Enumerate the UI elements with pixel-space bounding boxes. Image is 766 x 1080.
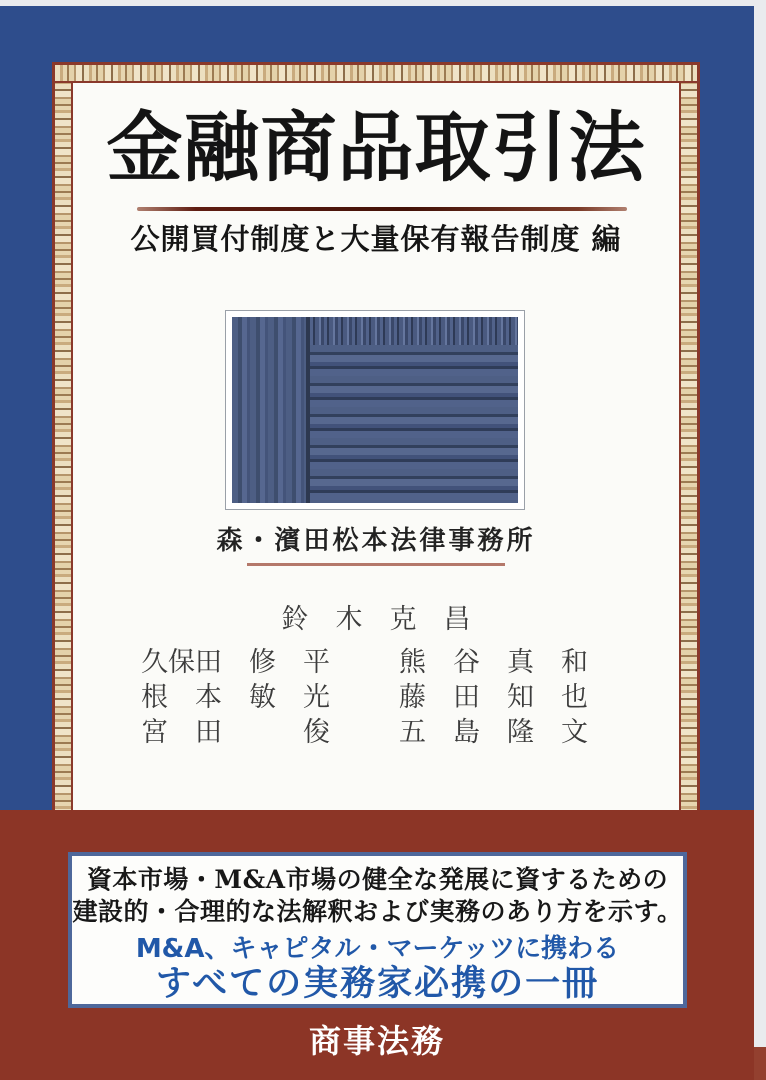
cover-background-red-band [0,810,754,1080]
tagline-line4: すべての実務家必携の一冊 [155,964,600,1004]
author-name: 熊 谷 真 和 [399,647,588,678]
author-column-left [141,645,330,750]
publisher-name: 商事法務 [308,1022,445,1060]
cover-artwork [225,310,525,510]
artwork-vertical-stripes [232,317,310,503]
title-divider-rule [137,207,627,211]
decorative-frame-left [55,83,73,814]
decorative-frame-right [679,83,697,814]
author-name: 五 島 隆 文 [399,717,588,748]
book-title: 金融商品取引法 [106,103,646,192]
tagline-line3: M&A、キャピタル・マーケッツに携わる [135,934,620,964]
artwork-horizontal-stripes [310,345,518,503]
law-firm-underline [247,563,505,566]
cover-artwork-stripes [232,317,518,503]
book-subtitle: 公開買付制度と大量保有報告制度 編 [130,222,622,256]
cover-inner-panel [52,62,700,814]
decorative-frame-top [55,65,697,83]
photo-edge-red-patch [754,1047,766,1080]
law-firm-name: 森・濱田松本法律事務所 [216,526,536,556]
tagline-box [68,852,687,1008]
book-cover-photo [0,6,754,1080]
author-name: 宮 田 俊 [141,717,330,748]
author-name: 久保田 修 平 [141,647,330,678]
author-column-right [399,645,588,750]
author-name: 藤 田 知 也 [399,682,588,713]
artwork-top-strip [310,317,518,345]
author-lead: 鈴 木 克 昌 [281,604,471,635]
tagline-line1: 資本市場・M&A市場の健全な発展に資するための [86,865,669,894]
tagline-line2: 建設的・合理的な法解釈および実務のあり方を示す。 [72,897,683,926]
author-name: 根 本 敏 光 [141,682,330,713]
